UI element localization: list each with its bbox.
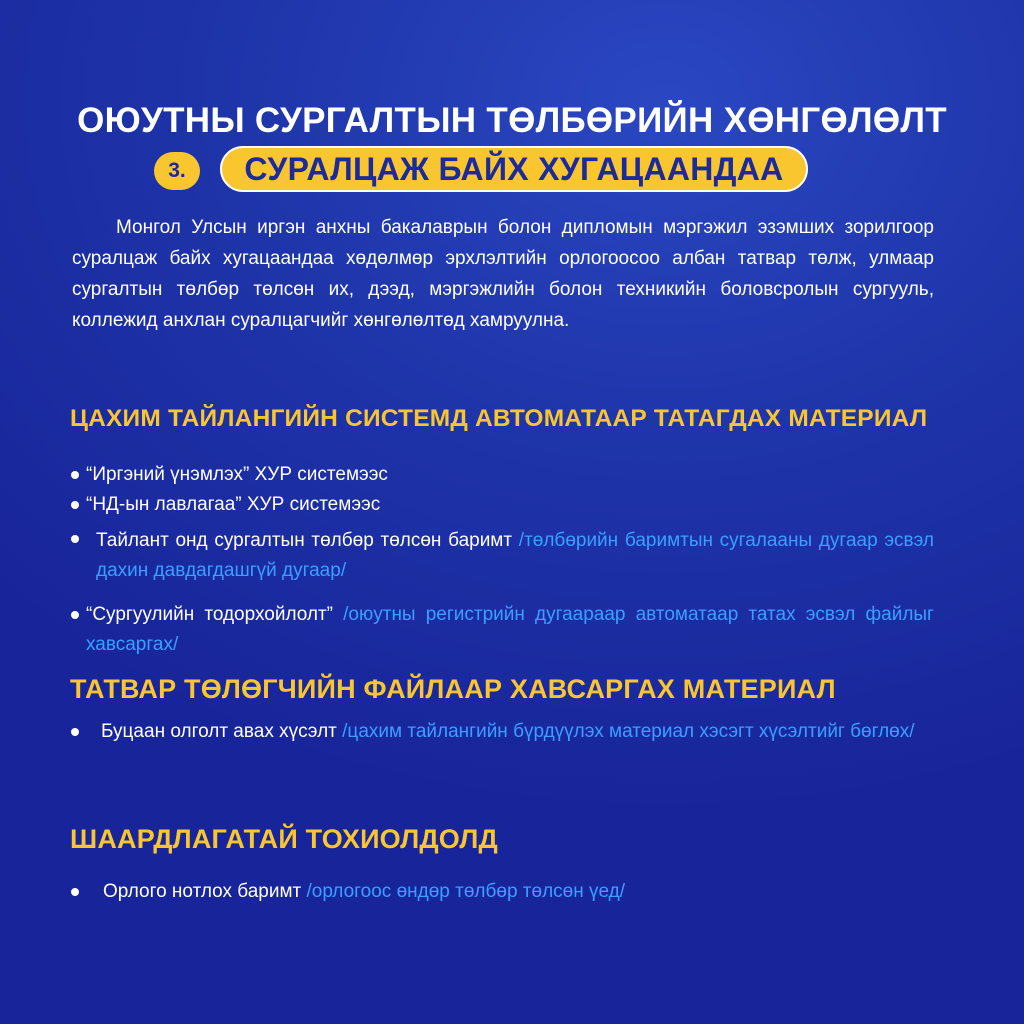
list-item-note: /орлогоос өндөр төлбөр төлсөн үед/ — [306, 881, 626, 902]
list-item-text: “Иргэний үнэмлэх” ХУР системээс — [86, 464, 388, 485]
step-number-badge: 3. — [154, 152, 200, 190]
list-item-text: Буцаан олголт авах хүсэлт — [101, 721, 343, 742]
list-item-text: Орлого нотлох баримт — [103, 881, 307, 902]
list-item — [0, 877, 936, 907]
section-heading-taxpayer-files: ТАТВАР ТӨЛӨГЧИЙН ФАЙЛААР ХАВСАРГАХ МАТЕРИАЛ — [70, 674, 836, 704]
auto-materials-list — [0, 460, 934, 660]
list-item — [0, 717, 936, 747]
section-heading-if-required: ШААРДЛАГАТАЙ ТОХИОЛДОЛД — [70, 824, 498, 854]
intro-paragraph: Монгол Улсын иргэн анхны бакалаврын болон дипломын мэргэжил эзэмших зорилгоор суралцаж байх хугацаандаа хөдөлмөр эрхлэлтийн орлогоосоо албан татвар төлж, улмаар сургалтын төлбөр төлсөн их, дээд, мэргэжлийн болон техникийн боловсролын сургууль, коллежид анхлан суралцагчийг хөнгөлөлтөд хамруулна. — [72, 217, 934, 331]
if-required-list — [0, 877, 936, 907]
list-item — [0, 600, 934, 660]
list-item-note: /цахим тайлангийн бүрдүүлэх материал хэсэгт хүсэлтийг бөглөх/ — [342, 721, 915, 742]
list-item — [0, 526, 934, 586]
section-heading-auto-materials: ЦАХИМ ТАЙЛАНГИЙН СИСТЕМД АВТОМАТААР ТАТАГДАХ МАТЕРИАЛ — [70, 405, 928, 432]
subtitle-banner: СУРАЛЦАЖ БАЙХ ХУГАЦААНДАА — [220, 146, 808, 192]
list-item-text: “Сургуулийн тодорхойлолт” — [86, 604, 344, 625]
list-item-text: “НД-ын лавлагаа” ХУР системээс — [86, 494, 381, 515]
list-item — [0, 490, 934, 520]
taxpayer-files-list — [0, 717, 936, 747]
list-item-note: /оюутны регистрийн дугаараар автоматаар татах эсвэл файлыг хавсаргах/ — [86, 604, 934, 655]
list-item-note: /төлбөрийн баримтын сугалааны дугаар эсвэл дахин давдагдашгүй дугаар/ — [96, 530, 935, 581]
list-item-text: Тайлант онд сургалтын төлбөр төлсөн баримт — [96, 530, 519, 551]
page-title: ОЮУТНЫ СУРГАЛТЫН ТӨЛБӨРИЙН ХӨНГӨЛӨЛТ — [77, 101, 947, 140]
list-item — [0, 460, 934, 490]
